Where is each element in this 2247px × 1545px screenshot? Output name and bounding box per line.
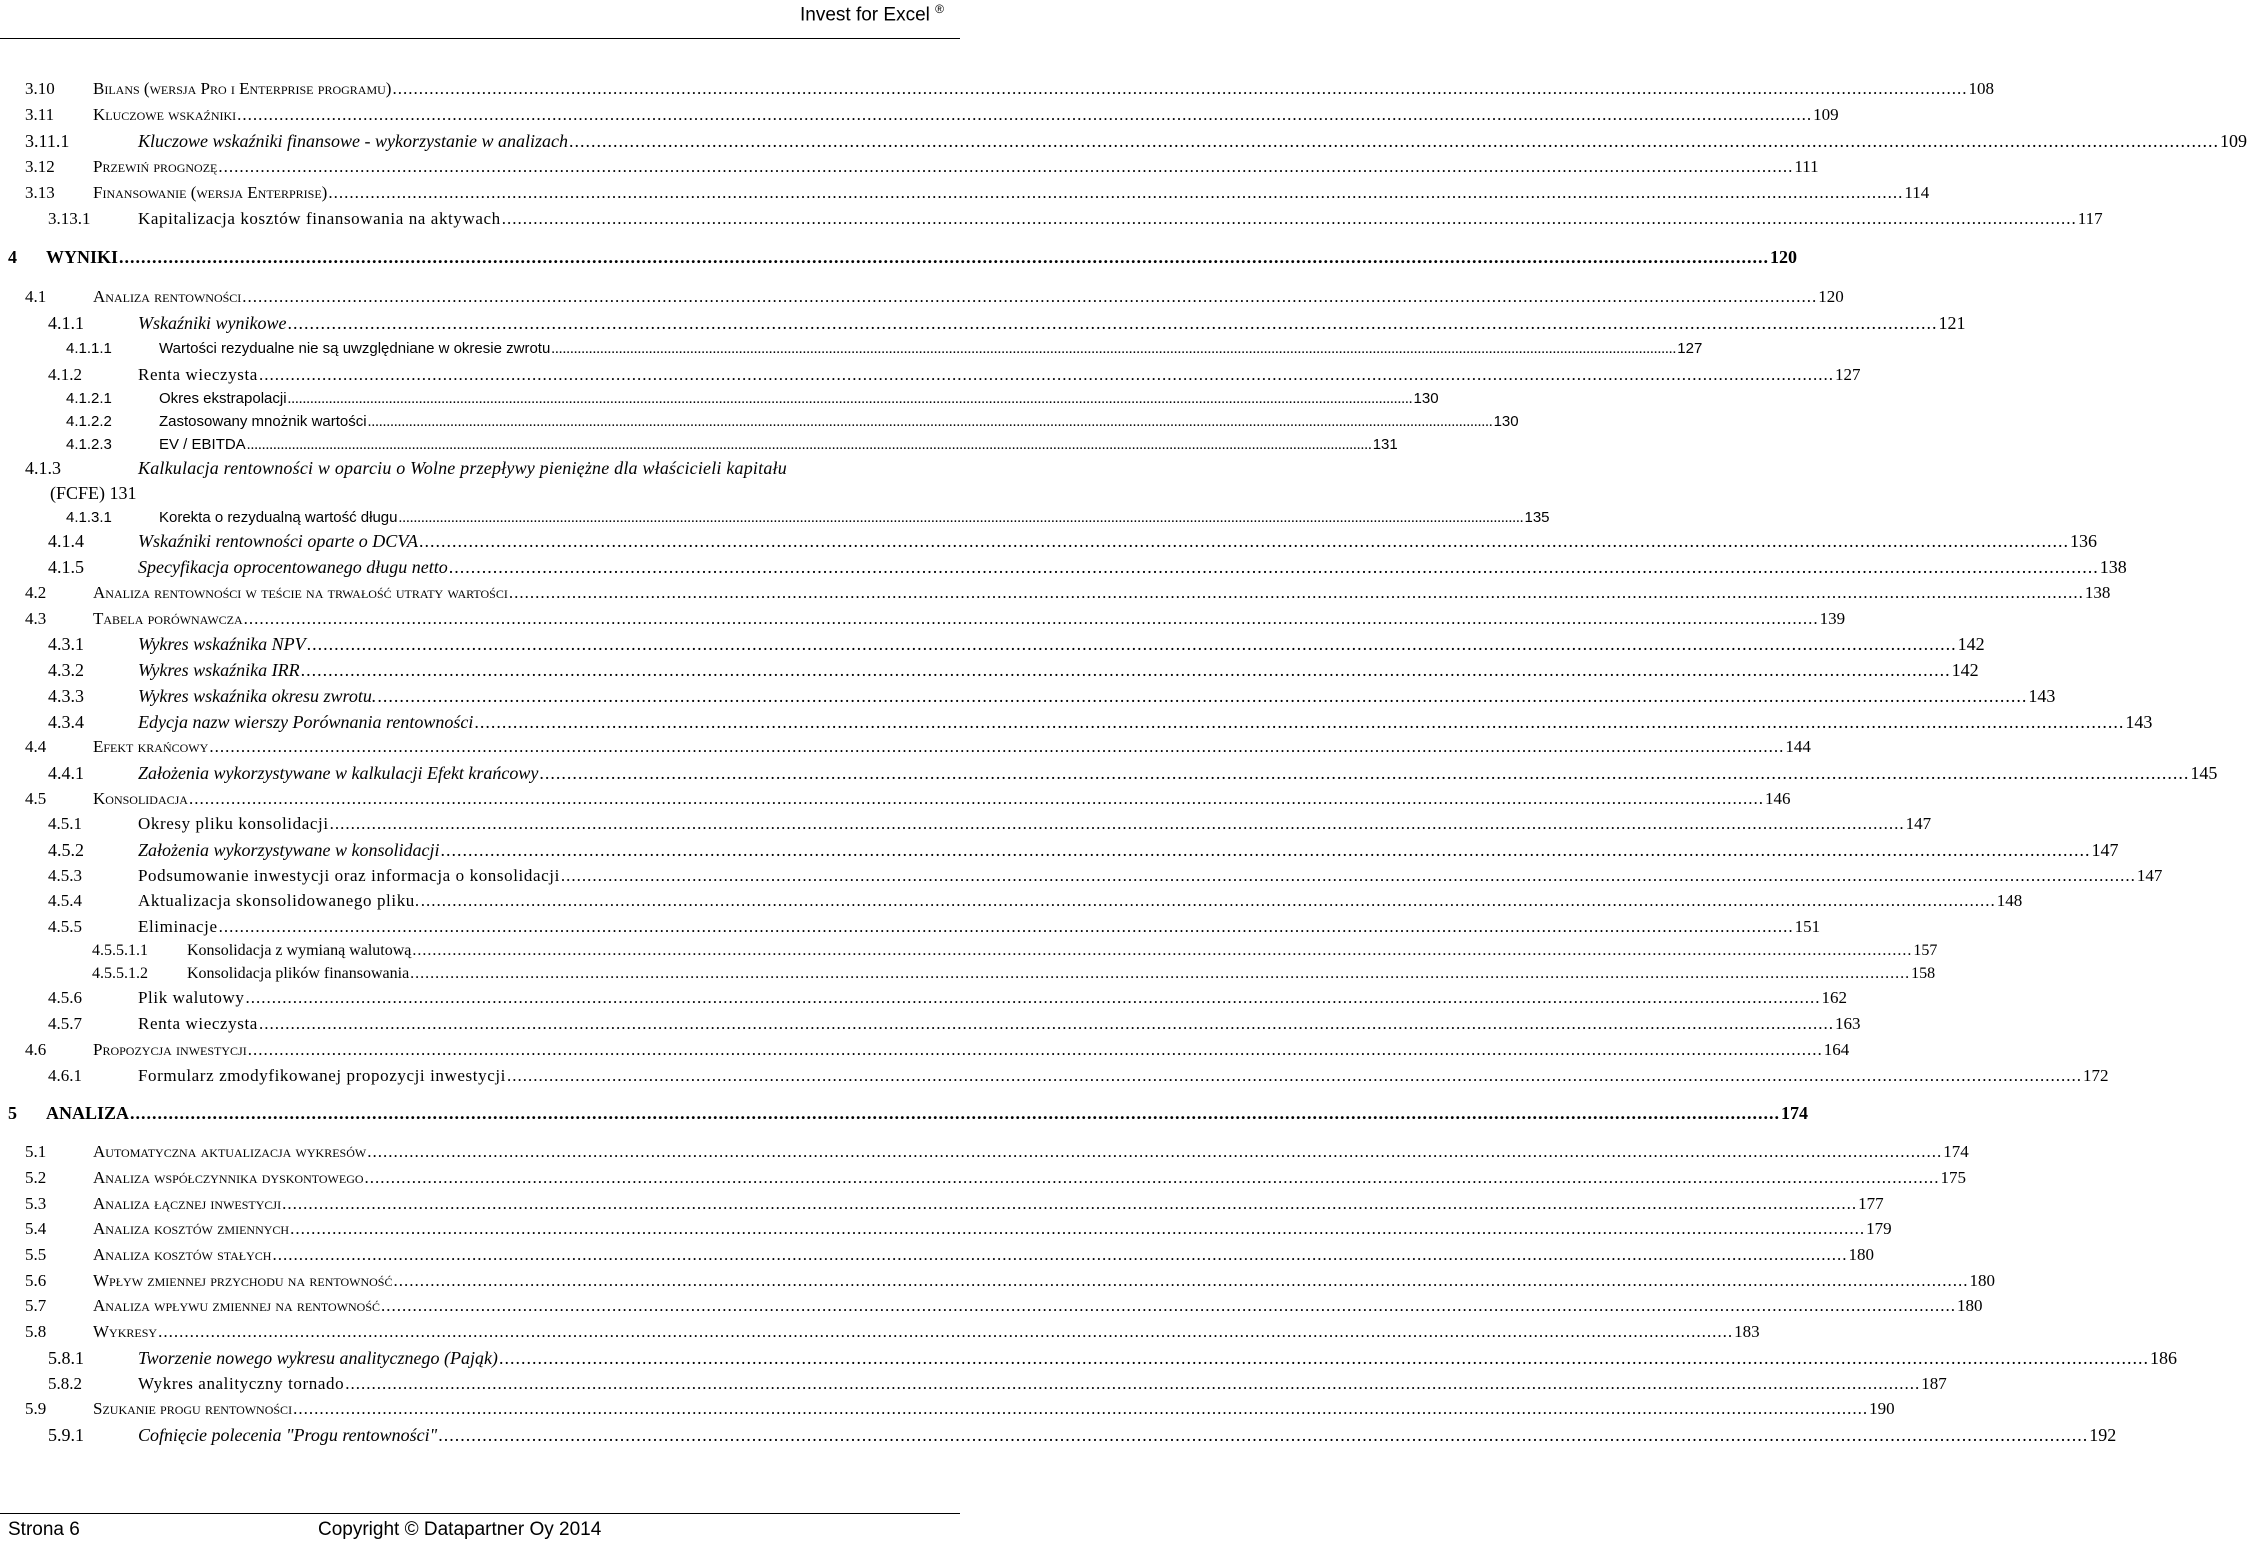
toc-entry-number: 4.2 xyxy=(25,583,47,602)
toc-entry-number: 3.13.1 xyxy=(48,209,91,228)
toc-entry-page: 179 xyxy=(1866,1219,1892,1238)
toc-dot-leader: ............................................................................................................................................................................................................................................................................................................ xyxy=(393,1271,1969,1290)
toc-entry-number: 3.11 xyxy=(25,105,55,124)
toc-entry-title: Analiza współczynnika dyskontowego xyxy=(93,1168,364,1187)
toc-dot-leader: ............................................................................................................................................................................................................................................................................................................ xyxy=(410,965,1911,982)
toc-entry-page: 131 xyxy=(1372,436,1398,453)
toc-entry-page: 138 xyxy=(2084,583,2111,602)
toc-entry-title: Konsolidacja xyxy=(93,789,188,808)
toc-entry-page: 143 xyxy=(2125,712,2153,732)
toc-entry-number: 4.5.5.1.1 xyxy=(92,942,148,959)
toc-entry-page: 175 xyxy=(1940,1168,1967,1187)
toc-entry-title: Konsolidacja z wymianą walutową xyxy=(187,942,412,959)
toc-entry-number: 4.5.4 xyxy=(48,891,82,910)
toc-entry-number: 4.5.6 xyxy=(48,988,82,1007)
toc-dot-leader: ............................................................................................................................................................................................................................................................................................................ xyxy=(246,437,1372,453)
toc-entry-page: 186 xyxy=(2149,1348,2177,1368)
footer-rule xyxy=(0,1513,960,1514)
toc-entry-number: 4.1.1.1 xyxy=(66,340,112,357)
toc-entry-title: Zastosowany mnożnik wartości xyxy=(159,413,367,430)
toc-dot-leader: ............................................................................................................................................................................................................................................................................................................ xyxy=(506,1066,2082,1085)
toc-dot-leader: ............................................................................................................................................................................................................................................................................................................ xyxy=(568,131,2219,151)
toc-entry-title: Automatyczna aktualizacja wykresów xyxy=(93,1142,367,1161)
toc-entry-title: Kluczowe wskaźniki finansowe - wykorzystanie w analizach xyxy=(138,131,568,151)
toc-dot-leader: ............................................................................................................................................................................................................................................................................................................ xyxy=(293,1399,1869,1418)
toc-entry-page: 109 xyxy=(2219,131,2247,151)
toc-entry-page: 138 xyxy=(2099,557,2127,577)
toc-entry-number: 4.3.1 xyxy=(48,634,84,654)
toc-entry-title: Bilans (wersja Pro i Enterprise programu) xyxy=(93,79,392,98)
toc-entry-number: 5.2 xyxy=(25,1168,47,1187)
toc-dot-leader: ............................................................................................................................................................................................................................................................................................................ xyxy=(474,712,2125,732)
toc-dot-leader: ............................................................................................................................................................................................................................................................................................................ xyxy=(258,1014,1834,1033)
toc-entry-number: 5.5 xyxy=(25,1245,47,1264)
toc-entry-title: Kapitalizacja kosztów finansowania na aktywach xyxy=(138,209,501,228)
toc-entry-page: 139 xyxy=(1819,609,1846,628)
toc-entry-title: WYNIKI xyxy=(46,247,119,267)
toc-entry-number: 5 xyxy=(8,1103,17,1123)
toc-dot-leader: ............................................................................................................................................................................................................................................................................................................ xyxy=(377,686,2028,706)
toc-entry-title: Propozycja inwestycji xyxy=(93,1040,247,1059)
toc-dot-leader: ............................................................................................................................................................................................................................................................................................................ xyxy=(245,988,1821,1007)
toc-entry-title: Przewiń prognozę xyxy=(93,157,218,176)
toc-entry-page: 151 xyxy=(1794,917,1821,936)
toc-dot-leader: ............................................................................................................................................................................................................................................................................................................ xyxy=(218,917,1794,936)
toc-entry-page: 127 xyxy=(1677,340,1703,357)
toc-dot-leader: ............................................................................................................................................................................................................................................................................................................ xyxy=(560,866,2136,885)
toc-entry-title: Analiza łącznej inwestycji xyxy=(93,1194,282,1213)
toc-dot-leader: ............................................................................................................................................................................................................................................................................................................ xyxy=(130,1103,1781,1123)
toc-entry-page: 147 xyxy=(2136,866,2163,885)
toc-entry-page: 108 xyxy=(1968,79,1994,98)
toc-entry-number: 3.12 xyxy=(25,157,55,176)
toc-entry-number: 4.4.1 xyxy=(48,763,84,783)
toc-dot-leader: ............................................................................................................................................................................................................................................................................................................ xyxy=(282,1194,1858,1213)
toc-entry-title: Analiza kosztów zmiennych xyxy=(93,1219,290,1238)
toc-dot-leader: ............................................................................................................................................................................................................................................................................................................ xyxy=(218,157,1794,176)
toc-entry-title: Analiza kosztów stałych xyxy=(93,1245,272,1264)
toc-entry-page: 158 xyxy=(1911,965,1936,982)
toc-entry-page: 187 xyxy=(1921,1374,1947,1393)
toc-dot-leader: ............................................................................................................................................................................................................................................................................................................ xyxy=(392,79,1968,98)
toc-dot-leader: ............................................................................................................................................................................................................................................................................................................ xyxy=(287,313,1938,333)
toc-entry-page: 114 xyxy=(1904,183,1930,202)
toc-dot-leader: ............................................................................................................................................................................................................................................................................................................ xyxy=(551,341,1677,357)
toc-entry-number: 4.1.3.1 xyxy=(66,509,112,526)
toc-dot-leader: ............................................................................................................................................................................................................................................................................................................ xyxy=(539,763,2190,783)
toc-entry-title: Wykresy xyxy=(93,1322,158,1341)
toc-entry-number: 4.1 xyxy=(25,287,47,306)
toc-dot-leader: ............................................................................................................................................................................................................................................................................................................ xyxy=(398,510,1524,526)
toc-entry-number: 3.13 xyxy=(25,183,55,202)
toc-entry-number: 4.1.3 xyxy=(25,458,61,478)
header-title: Invest for Excel xyxy=(799,4,930,26)
toc-entry-page: 157 xyxy=(1913,942,1938,959)
toc-dot-leader: ............................................................................................................................................................................................................................................................................................................ xyxy=(272,1245,1848,1264)
toc-entry-title: Konsolidacja plików finansowania xyxy=(187,965,410,982)
toc-dot-leader: ............................................................................................................................................................................................................................................................................................................ xyxy=(188,789,1764,808)
toc-entry-title: Edycja nazw wierszy Porównania rentowności xyxy=(138,712,474,732)
toc-entry-title: Analiza wpływu zmiennej na rentowność xyxy=(93,1296,381,1315)
toc-entry-number: 4.5.5.1.2 xyxy=(92,965,148,982)
toc-entry-number: 5.7 xyxy=(25,1296,47,1315)
toc-entry-title: Wykres analityczny tornado xyxy=(138,1374,345,1393)
toc-entry-number: 5.8.1 xyxy=(48,1348,84,1368)
toc-dot-leader: ............................................................................................................................................................................................................................................................................................................ xyxy=(412,942,1913,959)
toc-entry-number: 5.1 xyxy=(25,1142,47,1161)
toc-dot-leader: ............................................................................................................................................................................................................................................................................................................ xyxy=(243,609,1819,628)
toc-entry-title: Eliminacje xyxy=(138,917,218,936)
toc-entry-page: 142 xyxy=(1951,660,1979,680)
toc-entry-page: 147 xyxy=(1905,814,1932,833)
toc-entry-page: 145 xyxy=(2190,763,2218,783)
toc-entry-title: Kluczowe wskaźniki xyxy=(93,105,237,124)
toc-entry-title: Formularz zmodyfikowanej propozycji inwestycji xyxy=(138,1066,506,1085)
toc-entry-number: 4.5.5 xyxy=(48,917,82,936)
toc-entry-number: 4.3.4 xyxy=(48,712,84,732)
toc-entry-number: 4.6 xyxy=(25,1040,47,1059)
toc-entry-page: 144 xyxy=(1785,737,1811,756)
toc-entry-number: 5.8.2 xyxy=(48,1374,82,1393)
toc-entry-title: Wpływ zmiennej przychodu na rentowność xyxy=(93,1271,393,1290)
toc-entry-number: 5.3 xyxy=(25,1194,47,1213)
toc-entry-number: 4.1.2.3 xyxy=(66,436,112,453)
toc-entry-title: Podsumowanie inwestycji oraz informacja o konsolidacji xyxy=(138,866,560,885)
toc-entry-number: 5.9.1 xyxy=(48,1425,84,1445)
toc-dot-leader: ............................................................................................................................................................................................................................................................................................................ xyxy=(367,1142,1943,1161)
toc-entry-number: 4.5.7 xyxy=(48,1014,82,1033)
toc-dot-leader: ............................................................................................................................................................................................................................................................................................................ xyxy=(345,1374,1921,1393)
toc-entry-title: EV / EBITDA xyxy=(159,436,246,453)
toc-entry-page: 174 xyxy=(1781,1103,1809,1123)
toc-entry-title: ANALIZA xyxy=(46,1103,130,1123)
toc-entry-page: 143 xyxy=(2028,686,2056,706)
footer-page-number: Strona 6 xyxy=(8,1519,80,1540)
toc-entry-page: 147 xyxy=(2091,840,2119,860)
toc-entry-page: 142 xyxy=(1957,634,1985,654)
toc-dot-leader: ............................................................................................................................................................................................................................................................................................................ xyxy=(209,737,1785,756)
toc-entry-number: 5.4 xyxy=(25,1219,47,1238)
toc-entry-number: 4.1.4 xyxy=(48,531,84,551)
toc-entry-title: Wskaźniki wynikowe xyxy=(138,313,287,333)
toc-entry-title: Renta wieczysta xyxy=(138,1014,258,1033)
toc-dot-leader: ............................................................................................................................................................................................................................................................................................................ xyxy=(364,1168,1940,1187)
toc-entry-page: 146 xyxy=(1764,789,1791,808)
toc-entry-title: Renta wieczysta xyxy=(138,365,258,384)
toc-entry-page: 120 xyxy=(1770,247,1798,267)
toc-entry-page: 164 xyxy=(1823,1040,1850,1059)
toc-dot-leader: ............................................................................................................................................................................................................................................................................................................ xyxy=(258,365,1834,384)
toc-entry-number: 4.5.3 xyxy=(48,866,82,885)
registered-mark: ® xyxy=(935,2,944,16)
toc-entry-number: 4.1.1 xyxy=(48,313,84,333)
footer-copyright: Copyright © Datapartner Oy 2014 xyxy=(318,1519,602,1540)
toc-entry-page: 162 xyxy=(1821,988,1847,1007)
toc-entry-page: 109 xyxy=(1813,105,1839,124)
toc-entry-number: 5.8 xyxy=(25,1322,47,1341)
toc-entry-title: Kalkulacja rentowności w oparciu o Wolne przepływy pieniężne dla właścicieli kapitału xyxy=(138,458,787,478)
toc-entry-page: 135 xyxy=(1524,509,1550,526)
toc-entry-title: Okres ekstrapolacji xyxy=(159,390,287,407)
toc-entry-title: Wykres wskaźnika IRR xyxy=(138,660,300,680)
toc-entry-number: 5.9 xyxy=(25,1399,47,1418)
toc-entry-page: 136 xyxy=(2069,531,2097,551)
toc-dot-leader: ............................................................................................................................................................................................................................................................................................................ xyxy=(381,1296,1957,1315)
toc-entry-title: Wskaźniki rentowności oparte o DCVA xyxy=(138,531,418,551)
toc-entry-number: 3.10 xyxy=(25,79,55,98)
toc-entry-page: 120 xyxy=(1818,287,1844,306)
toc-entry-title: Wartości rezydualne nie są uwzględniane w okresie zwrotu xyxy=(159,340,551,357)
toc-dot-leader: ............................................................................................................................................................................................................................................................................................................ xyxy=(247,1040,1823,1059)
toc-entry-number: 4.1.2.1 xyxy=(66,390,112,407)
toc-entry-number: 4.3 xyxy=(25,609,47,628)
toc-entry-page: 130 xyxy=(1493,413,1519,430)
toc-entry-title: Efekt krańcowy xyxy=(93,737,209,756)
toc-entry-page: 111 xyxy=(1794,157,1819,176)
toc-dot-leader: ............................................................................................................................................................................................................................................................................................................ xyxy=(328,183,1904,202)
toc-dot-leader: ............................................................................................................................................................................................................................................................................................................ xyxy=(448,557,2099,577)
toc-entry-page: 180 xyxy=(1848,1245,1874,1264)
toc-dot-leader: ............................................................................................................................................................................................................................................................................................................ xyxy=(237,105,1813,124)
toc-dot-leader: ............................................................................................................................................................................................................................................................................................................ xyxy=(440,840,2091,860)
toc-entry-number: 5.6 xyxy=(25,1271,47,1290)
toc-entry-page: 192 xyxy=(2089,1425,2117,1445)
toc-entry-number: 4.3.3 xyxy=(48,686,84,706)
toc-entry-number: 4 xyxy=(8,247,17,267)
toc-dot-leader: ............................................................................................................................................................................................................................................................................................................ xyxy=(290,1219,1866,1238)
toc-entry-title: Wykres wskaźnika okresu zwrotu. xyxy=(138,686,377,706)
toc-entry-title: Założenia wykorzystywane w kalkulacji Efekt krańcowy xyxy=(138,763,539,783)
toc-dot-leader: ............................................................................................................................................................................................................................................................................................................ xyxy=(367,414,1493,430)
toc-entry-number: 4.1.5 xyxy=(48,557,84,577)
toc-entry-title: Specyfikacja oprocentowanego długu netto xyxy=(138,557,448,577)
toc-entry-number: 3.11.1 xyxy=(25,131,70,151)
toc-entry-number: 4.3.2 xyxy=(48,660,84,680)
toc-entry-number: 4.5.2 xyxy=(48,840,84,860)
toc-entry-title: Analiza rentowności xyxy=(93,287,242,306)
toc-entry-title: Analiza rentowności w teście na trwałość utraty wartości xyxy=(93,583,508,602)
toc-dot-leader: ............................................................................................................................................................................................................................................................................................................ xyxy=(119,247,1770,267)
toc-entry-page: 190 xyxy=(1869,1399,1895,1418)
toc-entry-title: Finansowanie (wersja Enterprise) xyxy=(93,183,328,202)
toc-entry-title: Tabela porównawcza xyxy=(93,609,243,628)
toc-dot-leader: ............................................................................................................................................................................................................................................................................................................ xyxy=(287,391,1413,407)
toc-entry-page: 172 xyxy=(2082,1066,2109,1085)
toc-entry-number: 4.1.2 xyxy=(48,365,82,384)
toc-entry-title: Tworzenie nowego wykresu analitycznego (Pająk) xyxy=(138,1348,498,1368)
toc-entry-page: 183 xyxy=(1734,1322,1760,1341)
toc-entry-title: Założenia wykorzystywane w konsolidacji xyxy=(138,840,440,860)
toc-entry-title: Aktualizacja skonsolidowanego pliku. xyxy=(138,891,420,910)
toc-dot-leader: ............................................................................................................................................................................................................................................................................................................ xyxy=(498,1348,2149,1368)
toc-dot-leader: ............................................................................................................................................................................................................................................................................................................ xyxy=(158,1322,1734,1341)
toc-entry-title: Szukanie progu rentowności xyxy=(93,1399,293,1418)
toc-entry-page: 177 xyxy=(1858,1194,1884,1213)
toc-dot-leader: ............................................................................................................................................................................................................................................................................................................ xyxy=(306,634,1957,654)
toc-dot-leader: ............................................................................................................................................................................................................................................................................................................ xyxy=(329,814,1905,833)
toc-entry-page: 130 xyxy=(1413,390,1439,407)
toc-dot-leader: ............................................................................................................................................................................................................................................................................................................ xyxy=(300,660,1951,680)
toc-dot-leader: ............................................................................................................................................................................................................................................................................................................ xyxy=(438,1425,2089,1445)
toc-entry-title: Okresy pliku konsolidacji xyxy=(138,814,329,833)
toc-entry-page: 117 xyxy=(2077,209,2103,228)
toc-entry-title: Korekta o rezydualną wartość długu xyxy=(159,509,398,526)
toc-entry-title: Plik walutowy xyxy=(138,988,245,1007)
toc-entry-continuation-text: (FCFE) 131 xyxy=(50,483,137,503)
toc-entry-page: 180 xyxy=(1957,1296,1983,1315)
toc-entry-page: 148 xyxy=(1996,891,2023,910)
toc-entry-page: 127 xyxy=(1834,365,1861,384)
toc-entry-title: Cofnięcie polecenia "Progu rentowności" xyxy=(138,1425,438,1445)
toc-entry-number: 4.5.1 xyxy=(48,814,82,833)
toc-dot-leader: ............................................................................................................................................................................................................................................................................................................ xyxy=(418,531,2069,551)
toc-entry-number: 4.4 xyxy=(25,737,47,756)
toc-entry-number: 4.5 xyxy=(25,789,47,808)
toc-dot-leader: ............................................................................................................................................................................................................................................................................................................ xyxy=(420,891,1996,910)
toc-dot-leader: ............................................................................................................................................................................................................................................................................................................ xyxy=(501,209,2077,228)
toc-dot-leader: ............................................................................................................................................................................................................................................................................................................ xyxy=(508,583,2084,602)
toc-entry-number: 4.6.1 xyxy=(48,1066,82,1085)
toc-entry-page: 174 xyxy=(1943,1142,1969,1161)
toc-entry-title: Wykres wskaźnika NPV xyxy=(138,634,306,654)
toc-entry-page: 121 xyxy=(1938,313,1966,333)
toc-dot-leader: ............................................................................................................................................................................................................................................................................................................ xyxy=(242,287,1818,306)
toc-entry-page: 163 xyxy=(1834,1014,1861,1033)
toc-entry-number: 4.1.2.2 xyxy=(66,413,112,430)
toc-entry-page: 180 xyxy=(1969,1271,1995,1290)
